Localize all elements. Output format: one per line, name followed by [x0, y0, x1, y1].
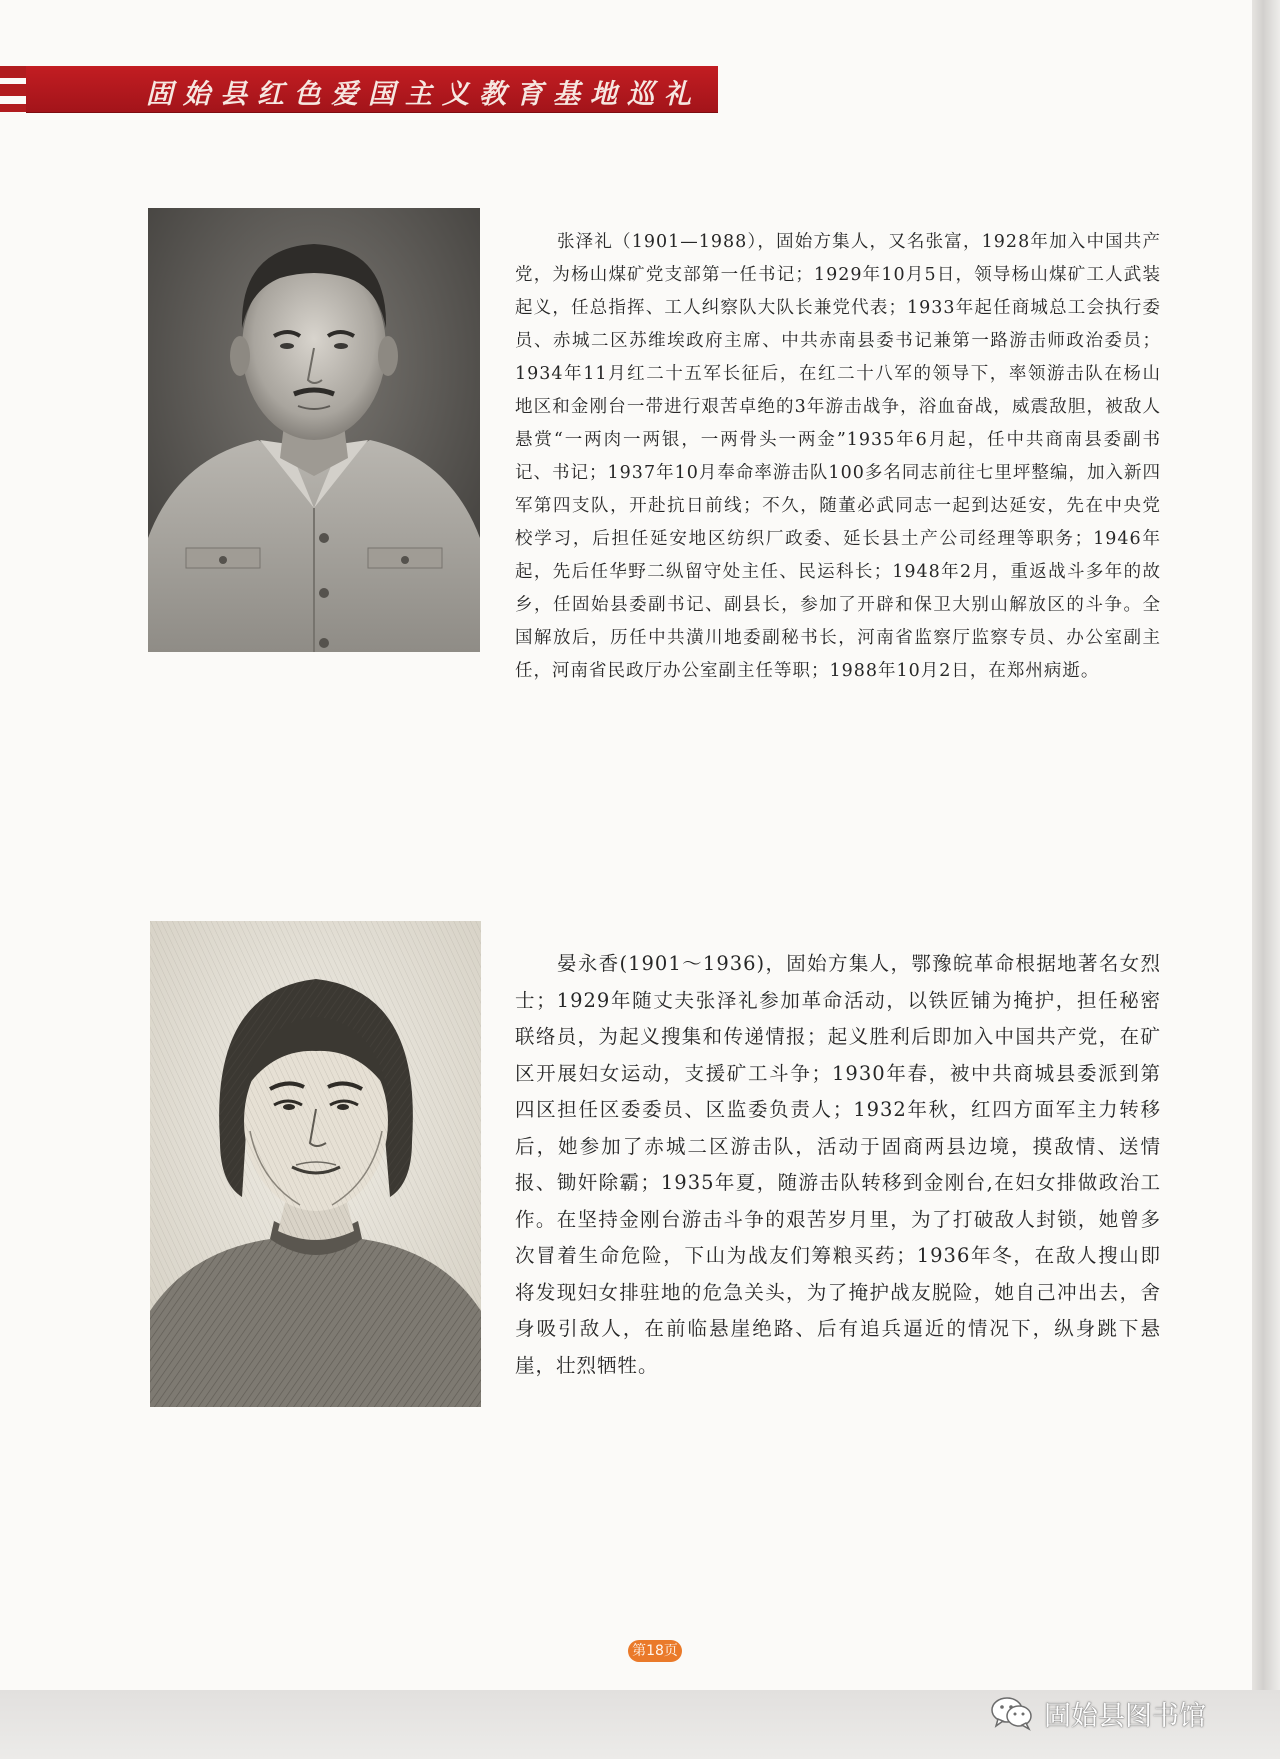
biography-text: 张泽礼（1901—1988），固始方集人，又名张富，1928年加入中国共产党，为杨山煤矿党支部第一任书记；1929年10月5日，领导杨山煤矿工人武装起义，任总指挥、工人纠察队大队长兼党代表；1933年起任商城总工会执行委员、赤城二区苏维埃政府主席、中共赤南县委书记兼第一路游击师政治委员；1934年11月红二十五军长征后，在红二十八军的领导下，率领游击队在杨山地区和金刚台一带进行艰苦卓绝的3年游击战争，浴血奋战，威震敌胆，被敌人悬赏“一两肉一两银，一两骨头一两金”1935年6月起，任中共商南县委副书记、书记；1937年10月奉命率游击队100多名同志前往七里坪整编，加入新四军第四支队，开赴抗日前线；不久，随董必武同志一起到达延安，先在中央党校学习，后担任延安地区纺织厂政委、延长县土产公司经理等职务；1946年起，先后任华野二纵留守处主任、民运科长；1948年2月，重返战斗多年的故乡，任固始县委副书记、副县长，参加了开辟和保卫大别山解放区的斗争。全国解放后，历任中共潢川地委副秘书长，河南省监察厅监察专员、办公室副主任，河南省民政厅办公室副主任等职；1988年10月2日，在郑州病逝。 — [515, 232, 1161, 681]
portrait-sketch-yan-yongxiang — [150, 921, 481, 1407]
header-title: 固始县红色爱国主义教育基地巡礼 — [146, 79, 701, 110]
biography-text: 晏永香(1901～1936)，固始方集人，鄂豫皖革命根据地著名女烈士；1929年随丈夫张泽礼参加革命活动，以铁匠铺为掩护，担任秘密联络员，为起义搜集和传递情报；起义胜利后即加入中国共产党，在矿区开展妇女运动，支援矿工斗争；1930年春，被中共商城县委派到第四区担任区委委员、区监委负责人；1932年秋，红四方面军主力转移后，她参加了赤城二区游击队，活动于固商两县边境，摸敌情、送情报、锄奸除霸；1935年夏，随游击队转移到金刚台,在妇女排做政治工作。在坚持金刚台游击斗争的艰苦岁月里，为了打破敌人封锁，她曾多次冒着生命危险，下山为战友们筹粮买药；1936年冬，在敌人搜山即将发现妇女排驻地的危急关头，为了掩护战友脱险，她自己冲出去，舍身吸引敌人，在前临悬崖绝路、后有追兵逼近的情况下，纵身跳下悬崖，壮烈牺牲。 — [515, 952, 1161, 1377]
watermark — [990, 1693, 1206, 1733]
page-number: 第18页 — [628, 1640, 682, 1662]
header-banner — [26, 66, 718, 112]
portrait-photo-zhang-zeli — [148, 208, 480, 652]
book-spine-shadow — [1252, 0, 1280, 1690]
edge-mark — [0, 84, 26, 96]
edge-mark — [0, 66, 26, 78]
watermark-text: 固始县图书馆 — [1044, 1700, 1206, 1732]
edge-mark — [0, 104, 26, 112]
wechat-icon — [990, 1695, 1034, 1731]
